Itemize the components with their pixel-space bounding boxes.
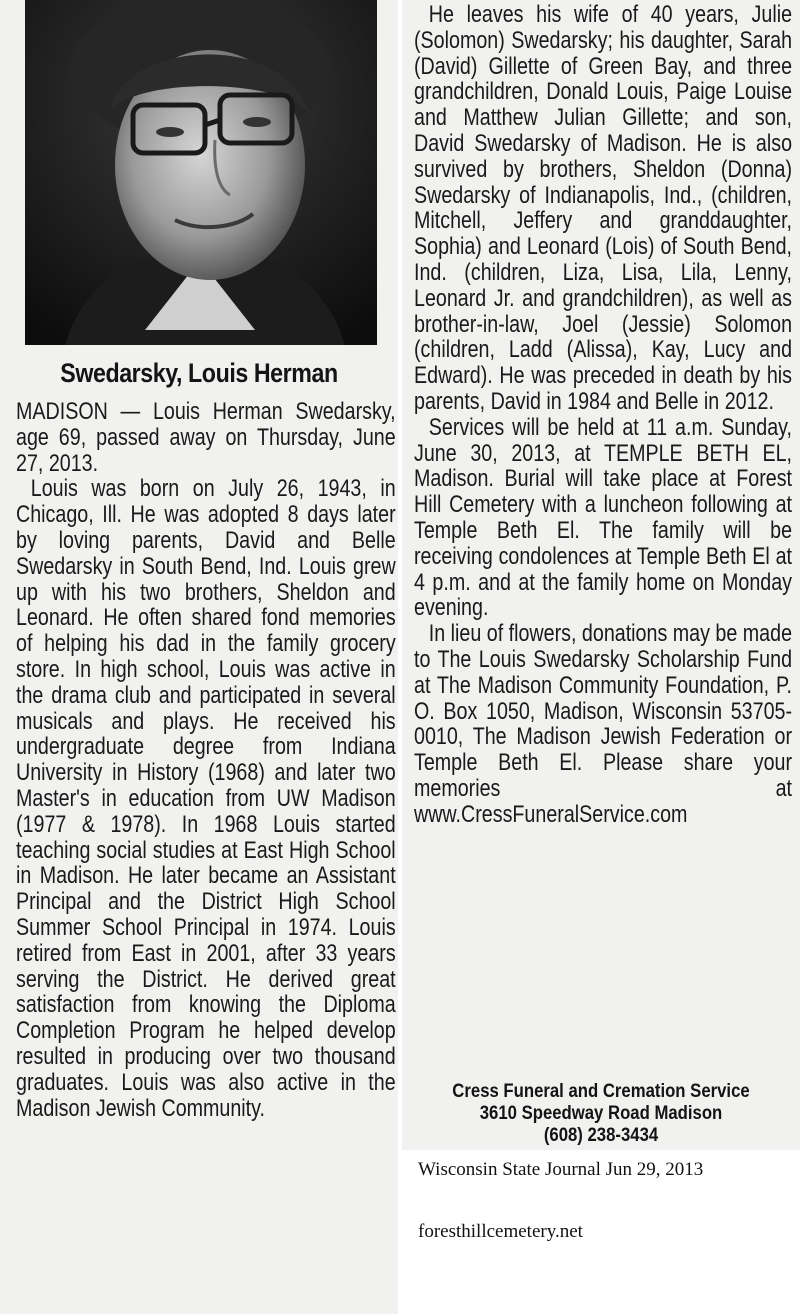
funeral-home-block — [402, 1081, 800, 1147]
paragraph: Services will be held at 11 a.m. Sunday, June 30, 2013, at TEMPLE BETH EL, Madison. Burial will take place at Forest Hill Cemetery with a luncheon following at Temple Beth El. The family will be receiving condolences at Temple Beth El at 4 p.m. and at the family home on Monday evening. — [414, 413, 793, 622]
left-body-text — [16, 399, 396, 1121]
funeral-home-phone: (608) 238-3434 — [543, 1125, 659, 1146]
right-body-text — [414, 2, 792, 828]
paragraph: In lieu of flowers, donations may be made to The Louis Swedarsky Scholarship Fund at The Madison Community Foundation, P. O. Box 1050, Madison, Wisconsin 53705-0010, The Madison Jewish Federation or Temple Beth El. Please share your memories at www.CressFuneralService.com — [414, 620, 793, 828]
source-caption: Wisconsin State Journal Jun 29, 2013 — [418, 1159, 704, 1180]
paragraph: He leaves his wife of 40 years, Julie (Solomon) Swedarsky; his daughter, Sarah (David) Gillette of Green Bay, and three grandchildren, Donald Louis, Paige Louise and Matthew Julian Gillette; and son, David Swedarsky of Madison. He is also survived by brothers, Sheldon (Donna) Swedarsky of Indianapolis, Ind., (children, Mitchell, Jeffery and granddaughter, Sophia) and Leonard (Lois) of South Bend, Ind. (children, Liza, Lisa, Lila, Lenny, Leonard Jr. and grandchildren), as well as brother-in-law, Joel (Jessie) Solomon (children, Ladd (Alissa), Kay, Lucy and Edward). He was preceded in death by his parents, David in 1984 and Belle in 2012. — [414, 1, 793, 415]
site-caption: foresthillcemetery.net — [418, 1221, 583, 1242]
portrait-photo — [25, 0, 377, 345]
paragraph: MADISON — Louis Herman Swedarsky, age 69, passed away on Thursday, June 27, 2013. — [16, 398, 396, 477]
paragraph: Louis was born on July 26, 1943, in Chicago, Ill. He was adopted 8 days later by loving parents, David and Belle Swedarsky in South Bend, Ind. Louis grew up with his two brothers, Sheldon and Leonard. He often shared fond memories of helping his dad in the family grocery store. In high school, Louis was active in the drama club and participated in several musicals and plays. He received his undergraduate degree from Indiana University in History (1968) and later two Master's in education from UW Madison (1977 & 1978). In 1968 Louis started teaching social studies at East High School in Madison. He later became an Assistant Principal and the District High School Summer School Principal in 1974. Louis retired from East in 2001, after 33 years serving the District. He derived great satisfaction from knowing the Diploma Completion Program he helped develop resulted in producing over two thousand graduates. Louis was also active in the Madison Jewish Community. — [16, 475, 396, 1122]
funeral-home-name: Cress Funeral and Cremation Service — [452, 1081, 750, 1102]
obituary-headline: Swedarsky, Louis Herman — [60, 358, 338, 388]
funeral-home-address: 3610 Speedway Road Madison — [479, 1103, 723, 1124]
